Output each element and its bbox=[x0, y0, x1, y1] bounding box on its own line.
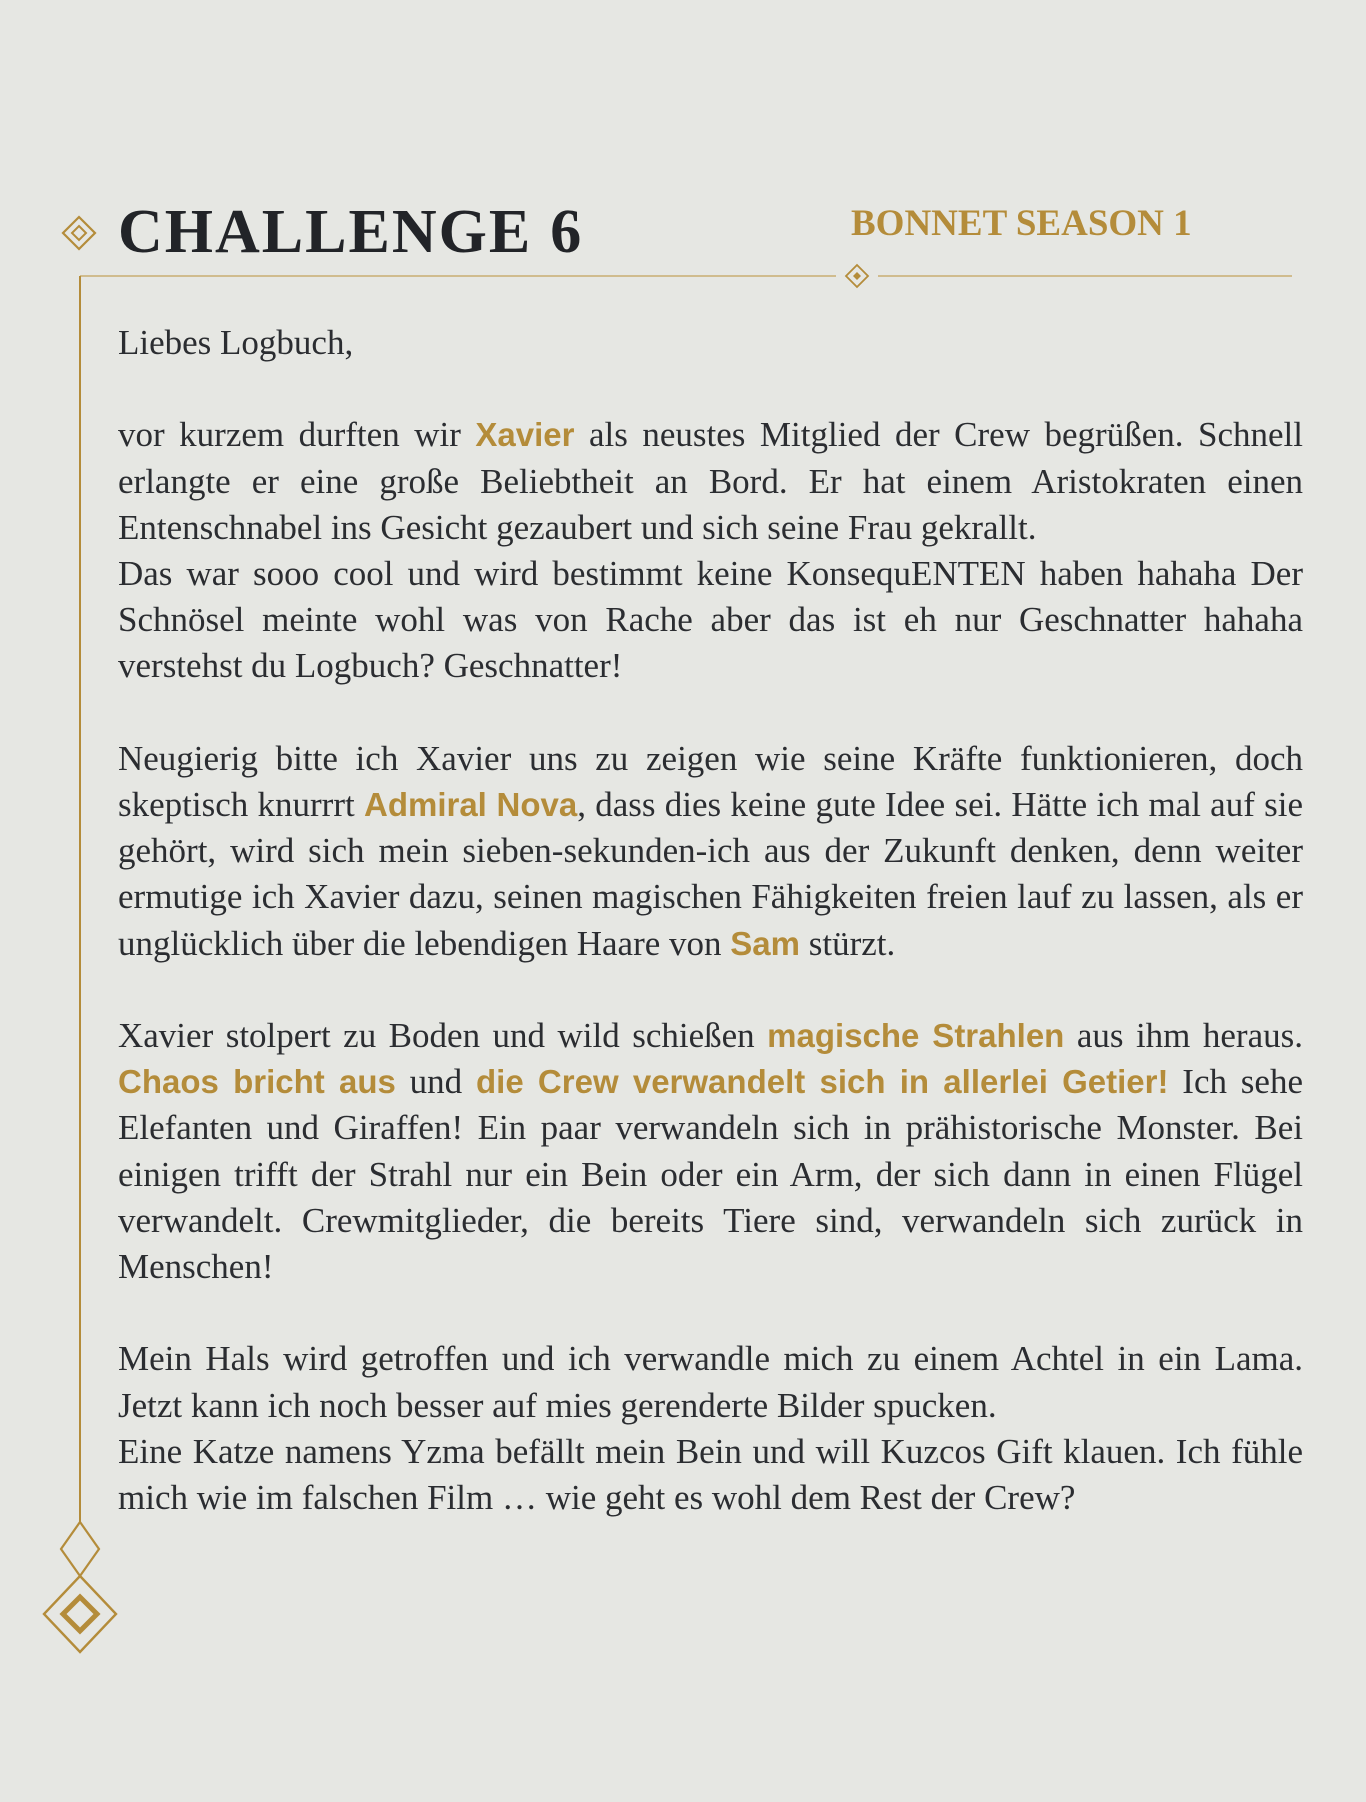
highlight-chaos: Chaos bricht aus bbox=[118, 1063, 396, 1101]
text-segment: , dass dies keine gute Idee sei. Hätte ich mal auf sie gehört, wird sich mein sieben-sekunden-ich aus der Zukunft denken, denn weiter ermutige ich Xavier dazu, seinen magischen Fähigkeiten freien lauf zu lassen, als er unglücklich über die lebendigen Haare von bbox=[118, 785, 1304, 963]
header-divider bbox=[80, 265, 1292, 287]
highlight-magische-strahlen: magische Strahlen bbox=[767, 1017, 1065, 1054]
paragraph-2 bbox=[118, 736, 1303, 967]
paragraph-3 bbox=[118, 1013, 1303, 1290]
paragraph-4-line-2: Eine Katze namens Yzma befällt mein Bein und will Kuzcos Gift klauen. Ich fühle mich wie im falschen Film … wie geht es wohl dem Rest der Crew? bbox=[118, 1431, 1303, 1518]
paragraph-1-line-2: Das war sooo cool und wird bestimmt keine KonsequENTEN haben hahaha Der Schnösel meinte wohl was von Rache aber das ist eh nur Geschnatter hahaha verstehst du Logbuch? Geschnatter! bbox=[118, 554, 1303, 686]
season-label: BONNET SEASON 1 bbox=[851, 203, 1192, 244]
text-segment: Xavier stolpert zu Boden und wild schießen bbox=[118, 1016, 768, 1055]
title-text: CHALLENGE bbox=[118, 198, 533, 266]
paragraph-1 bbox=[118, 412, 1303, 689]
paragraph-4-line-1: Mein Hals wird getroffen und ich verwandle mich zu einem Achtel in ein Lama. Jetzt kann ich noch besser auf mies gerenderte Bilder spucken. bbox=[118, 1339, 1303, 1425]
small-diamond-ornament-icon bbox=[846, 265, 868, 287]
highlight-crew-verwandelt: die Crew verwandelt sich in allerlei Getier! bbox=[476, 1063, 1169, 1101]
letter-greeting: Liebes Logbuch, bbox=[118, 323, 354, 362]
text-segment: aus ihm heraus. bbox=[1064, 1016, 1303, 1055]
challenge-number: 6 bbox=[550, 198, 584, 266]
text-segment: und bbox=[395, 1062, 476, 1102]
text-segment: stürzt. bbox=[800, 923, 896, 963]
paragraph-1-line-1 bbox=[118, 412, 1303, 551]
text-segment: Neugierig bitte ich Xavier uns zu zeigen wie seine Kräfte funktionieren, doch skeptisch knurrrt bbox=[118, 738, 1303, 824]
text-segment: vor kurzem durften wir bbox=[118, 415, 476, 455]
paragraph-4 bbox=[118, 1336, 1303, 1521]
letter-body bbox=[118, 320, 1303, 1567]
highlight-xavier: Xavier bbox=[475, 416, 575, 454]
diamond-ornament-icon bbox=[63, 217, 95, 249]
double-diamond-ornament-icon bbox=[44, 1522, 116, 1652]
text-segment: als neustes Mitglied der Crew begrüßen. Schnell erlangte er eine große Beliebtheit an Bord. Er hat einem Aristokraten einen Entenschnabel ins Gesicht gezaubert und sich seine Frau gekrallt. bbox=[118, 415, 1303, 547]
page-title bbox=[118, 196, 583, 268]
highlight-sam: Sam bbox=[730, 924, 800, 962]
highlight-admiral-nova: Admiral Nova bbox=[363, 786, 578, 823]
text-segment: Ich sehe Elefanten und Giraffen! Ein paar verwandeln sich in prähistorische Monster. Bei einigen trifft der Strahl nur ein Bein oder ein Arm, der sich dann in einen Flügel verwandelt. Crewmitglieder, die bereits Tiere sind, verwandeln sich zurück in Menschen! bbox=[118, 1062, 1303, 1287]
